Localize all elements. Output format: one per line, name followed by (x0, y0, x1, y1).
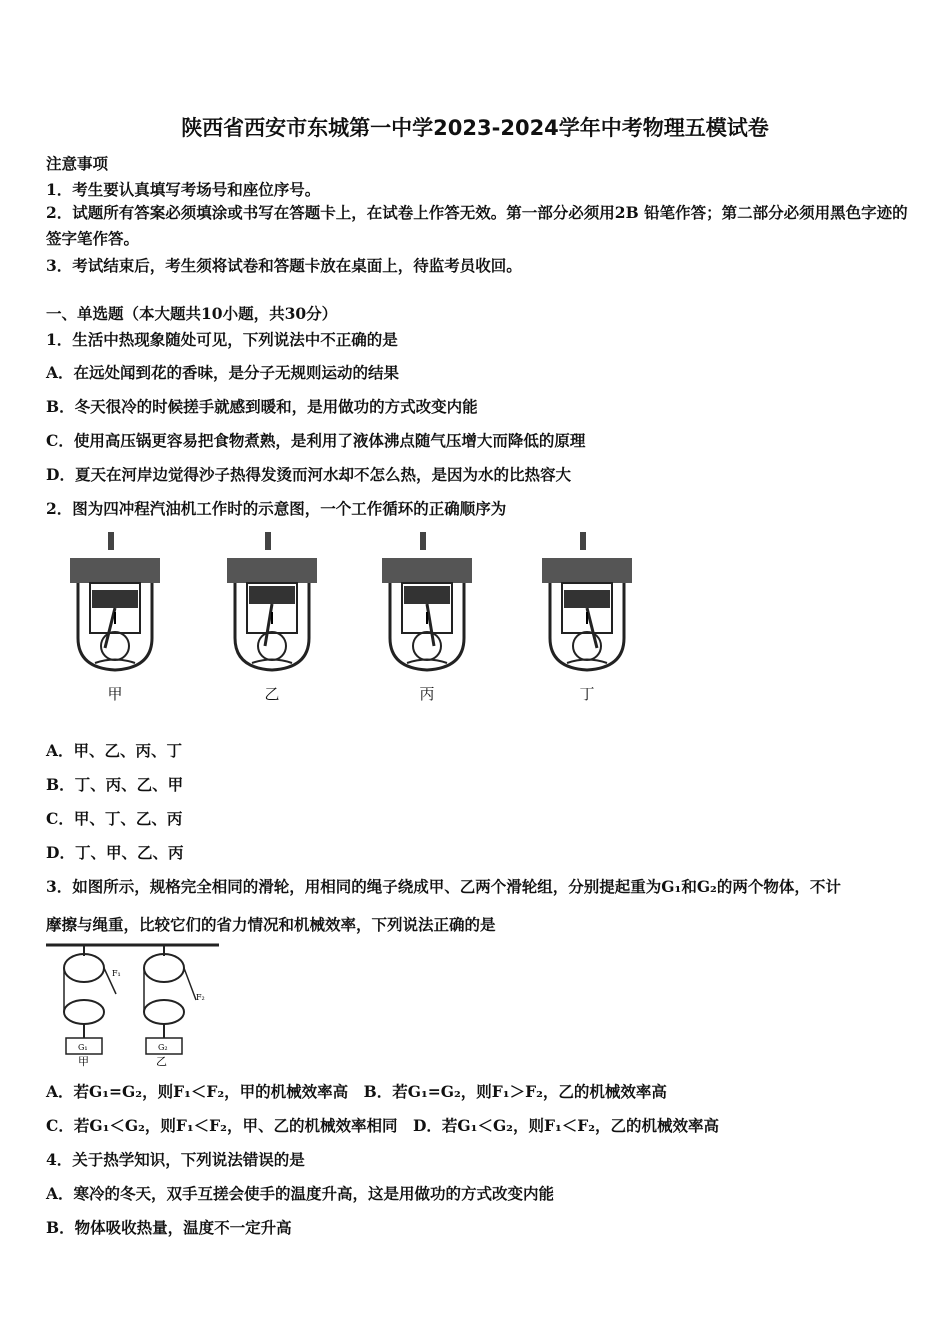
q2-option-c: C．甲、丁、乙、丙 (46, 809, 183, 828)
engine-strokes-figure (60, 528, 660, 708)
q1-option-d: D．夏天在河岸边觉得沙子热得发烫而河水却不怎么热，是因为水的比热容大 (46, 465, 571, 484)
notice-3: 3．考试结束后，考生须将试卷和答题卡放在桌面上，待监考员收回。 (46, 256, 522, 275)
section-heading: 一、单选题（本大题共10小题，共30分） (46, 304, 338, 323)
q2-option-b: B．丁、丙、乙、甲 (46, 775, 184, 794)
engine-label-yi: 乙 (264, 685, 280, 703)
q1-option-a: A．在远处闻到花的香味，是分子无规则运动的结果 (46, 363, 400, 382)
engine-label-ding: 丁 (579, 685, 595, 703)
q3-options-ab: A．若G₁=G₂，则F₁＜F₂，甲的机械效率高 B．若G₁=G₂，则F₁＞F₂，乙的机械效率高 (46, 1082, 667, 1101)
force-label-f2: F₂ (196, 993, 205, 1002)
pulley-figure (44, 942, 224, 1067)
pulley-label-jia: 甲 (78, 1055, 89, 1067)
weight-label-g2: G₂ (158, 1043, 168, 1052)
notice-heading: 注意事项 (46, 154, 109, 173)
q3-stem-line2: 摩擦与绳重，比较它们的省力情况和机械效率，下列说法正确的是 (46, 915, 496, 934)
q2-option-d: D．丁、甲、乙、丙 (46, 843, 184, 862)
force-label-f1: F₁ (112, 969, 121, 978)
q4-option-b: B．物体吸收热量，温度不一定升高 (46, 1218, 292, 1237)
pulley-label-yi: 乙 (156, 1055, 167, 1067)
weight-label-g1: G₁ (78, 1043, 88, 1052)
engine-label-jia: 甲 (107, 685, 123, 703)
q2-option-a: A．甲、乙、丙、丁 (46, 741, 183, 760)
engine-diagram-ding (532, 528, 642, 678)
engine-diagram-yi (217, 528, 327, 678)
engine-diagram-bing (372, 528, 482, 678)
q4-option-a: A．寒冷的冬天，双手互搓会使手的温度升高，这是用做功的方式改变内能 (46, 1184, 555, 1203)
notice-1: 1．考生要认真填写考场号和座位序号。 (46, 180, 321, 199)
q2-stem: 2．图为四冲程汽油机工作时的示意图，一个工作循环的正确顺序为 (46, 499, 507, 518)
q3-options-cd: C．若G₁＜G₂，则F₁＜F₂，甲、乙的机械效率相同 D．若G₁＜G₂，则F₁＜F₂，乙的机械效率高 (46, 1116, 720, 1135)
q1-option-c: C．使用高压锅更容易把食物煮熟，是利用了液体沸点随气压增大而降低的原理 (46, 431, 586, 450)
engine-label-bing: 丙 (419, 685, 435, 703)
page-title: 陕西省西安市东城第一中学2023-2024学年中考物理五模试卷 (181, 116, 769, 140)
q1-option-b: B．冬天很冷的时候搓手就感到暖和，是用做功的方式改变内能 (46, 397, 478, 416)
q3-stem-line1: 3．如图所示，规格完全相同的滑轮，用相同的绳子绕成甲、乙两个滑轮组，分别提起重为G₁和G₂的两个物体，不计 (46, 877, 841, 896)
notice-2: 2．试题所有答案必须填涂或书写在答题卡上，在试卷上作答无效。第一部分必须用2B 铅笔作答；第二部分必须用黑色字迹的签字笔作答。 (46, 203, 908, 248)
engine-diagram-jia (60, 528, 170, 678)
q1-stem: 1．生活中热现象随处可见，下列说法中不正确的是 (46, 330, 398, 349)
q4-stem: 4．关于热学知识，下列说法错误的是 (46, 1150, 305, 1169)
